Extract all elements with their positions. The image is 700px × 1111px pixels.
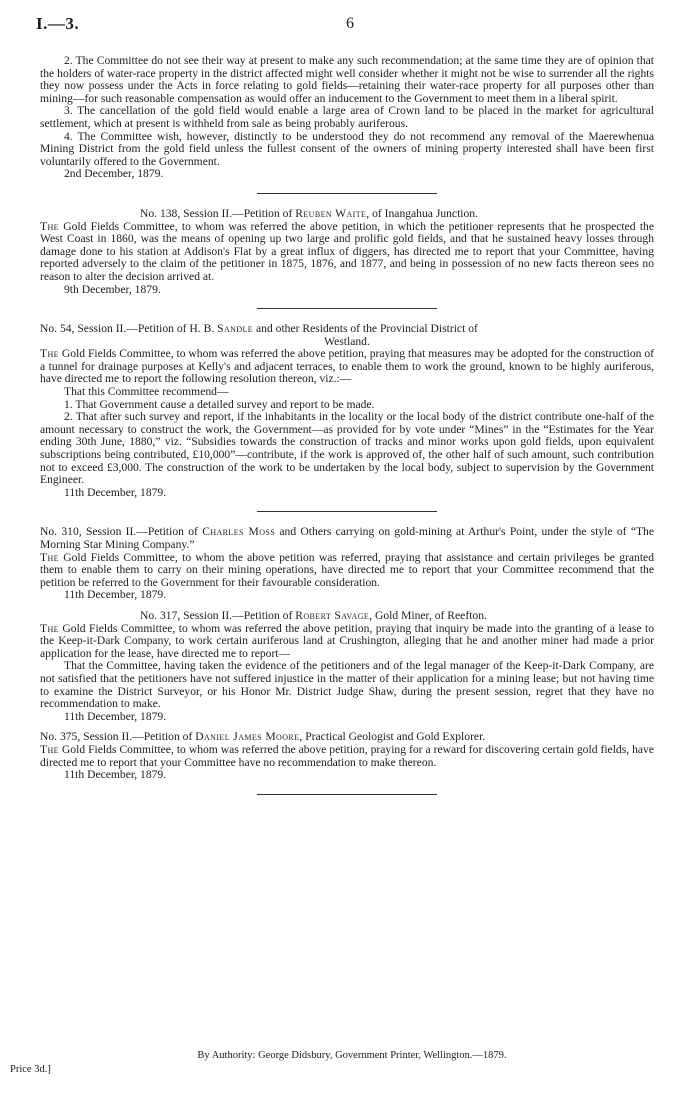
intro-paragraph-3: 3. The cancellation of the gold field would enable a large area of Crown land to be placed in the market for agricultural settlement, which at present is withheld from sale as being probably auriferous. bbox=[40, 104, 654, 130]
section-divider bbox=[257, 794, 437, 795]
petition-54-resolution: That this Committee recommend— bbox=[64, 385, 229, 399]
petition-375-date: 11th December, 1879. bbox=[64, 768, 167, 782]
petitioner-name: Robert Savage bbox=[295, 608, 370, 622]
section-reference: I.—3. bbox=[36, 14, 80, 33]
petition-375-heading: No. 375, Session II.—Petition of Daniel James Moore, Practical Geologist and Gold Explorer. bbox=[40, 730, 486, 744]
intro-paragraph-2: 2. The Committee do not see their way at present to make any such recommendation; at the same time they are of opinion that the holders of water-race property in the district affected might well consider whether it might not be wise to surrender all the rights they now possess under the Acts in force relating to gold fields—retaining their water-race property for all purposes other than mining—for such reasonable compensation as would offer an inducement to the Government to meet them in a liberal spirit. bbox=[40, 54, 654, 105]
petition-310-date: 11th December, 1879. bbox=[64, 588, 167, 602]
petition-138-body: The Gold Fields Committee, to whom was referred the above petition, in which the petitioner represents that he prospected the West Coast in 1860, was the means of opening up two large and prolific gold fields, and that he sustained heavy losses through damage done to his station at Addison's Flat by a great influx of diggers, has directed me to report that your Committee, having reported adversely to the claim of the petitioner in 1875, 1876, and 1877, and being in possession of no new facts thereon sees no reason to alter the decision arrived at. bbox=[40, 219, 654, 283]
petition-54-date: 11th December, 1879. bbox=[64, 485, 167, 499]
petitioner-name: Charles Moss bbox=[202, 525, 276, 539]
section-divider bbox=[257, 193, 437, 194]
intro-paragraph-4: 4. The Committee wish, however, distinctly to be understood they do not recommend any removal of the Maerewhenua Mining District from the gold field unless the fullest consent of the owners of mining property interested shall have been first voluntarily offered to the Government. bbox=[40, 129, 654, 168]
printer-authority: By Authority: George Didsbury, Government Printer, Wellington.—1879. bbox=[197, 1050, 507, 1061]
petition-54-item-2: 2. That after such survey and report, if the inhabitants in the locality or the local body of the district contribute one-half of the amount necessary to construct the work, the Government—as provided for by vote under “Mines” in the “Estimates for the Year ending 30th June, 1880,” viz. “Subsidies towards the construction of tracks and minor works upon gold fields, upon equivalent subscriptions being contributed, £10,000”—contribute, if the work is approved of, the other half of such amount, such contribution not to exceed £3,000. The construction of the work to be undertaken by the local body, subject to supervision by the Government Engineer. bbox=[40, 410, 654, 487]
petition-54-item-1: 1. That Government cause a detailed survey and report to be made. bbox=[64, 397, 375, 411]
petition-54-body: The Gold Fields Committee, to whom was referred the above petition, praying that measures may be adopted for the construction of a tunnel for drainage purposes at Kelly's and adjacent terraces, to enable them to work the ground, known to be highly auriferous, have directed me to report the following resolution thereon, viz.:— bbox=[40, 347, 654, 386]
petition-54-heading: No. 54, Session II.—Petition of H. B. Sandle and other Residents of the Provincial District of bbox=[40, 322, 478, 336]
petition-375-body: The Gold Fields Committee, to whom was referred the above petition, praying for a reward for discovering certain gold fields, have directed me to report that your Committee have no recommendation to make thereon. bbox=[40, 742, 654, 769]
petition-317-body-2: That the Committee, having taken the evidence of the petitioners and of the legal manager of the Keep-it-Dark Company, are not satisfied that the petitioners have not suffered injustice in the matter of their application for a mining lease; but not having time to examine the District Surveyor, or his Honor Mr. District Judge Shaw, during the present session, regret that they have no recommendation to make. bbox=[40, 659, 654, 711]
petition-54-heading-cont: Westland. bbox=[324, 334, 370, 348]
section-divider bbox=[257, 308, 437, 309]
petitioner-name: Sandle bbox=[217, 322, 254, 336]
page-number: 6 bbox=[346, 15, 354, 32]
petitioner-name: Daniel James Moore bbox=[195, 730, 300, 744]
petition-317-heading: No. 317, Session II.—Petition of Robert Savage, Gold Miner, of Reefton. bbox=[140, 608, 487, 622]
petition-138-date: 9th December, 1879. bbox=[64, 282, 161, 296]
price-note: Price 3d.] bbox=[10, 1064, 51, 1075]
petition-317-body: The Gold Fields Committee, to whom was referred the above petition, praying that inquiry be made into the granting of a lease to the Keep-it-Dark Company, to work certain auriferous land at Crushington, alleging that he and another miner had made a prior application for the lease, have directed me to report— bbox=[40, 621, 654, 660]
petition-138-heading: No. 138, Session II.—Petition of Reuben Waite, of Inangahua Junction. bbox=[140, 206, 479, 220]
section-divider bbox=[257, 511, 437, 512]
document-body bbox=[40, 55, 654, 809]
petition-317-date: 11th December, 1879. bbox=[64, 709, 167, 723]
petition-310-body: The Gold Fields Committee, to whom the above petition was referred, praying that assistance and certain privileges be granted them to enable them to carry on their mining operations, have directed me to report that your Committee recommend that the petition be referred to the Government for their favourable consideration. bbox=[40, 550, 654, 589]
petitioner-name: Reuben Waite bbox=[295, 206, 367, 220]
petition-310-heading: No. 310, Session II.—Petition of Charles Moss and Others carrying on gold-mining at Arthur's Point, under the style of “The Morning Star Mining Company.” bbox=[40, 525, 654, 551]
page-footer bbox=[40, 1050, 664, 1063]
page-header bbox=[36, 14, 664, 38]
intro-date: 2nd December, 1879. bbox=[64, 167, 164, 181]
